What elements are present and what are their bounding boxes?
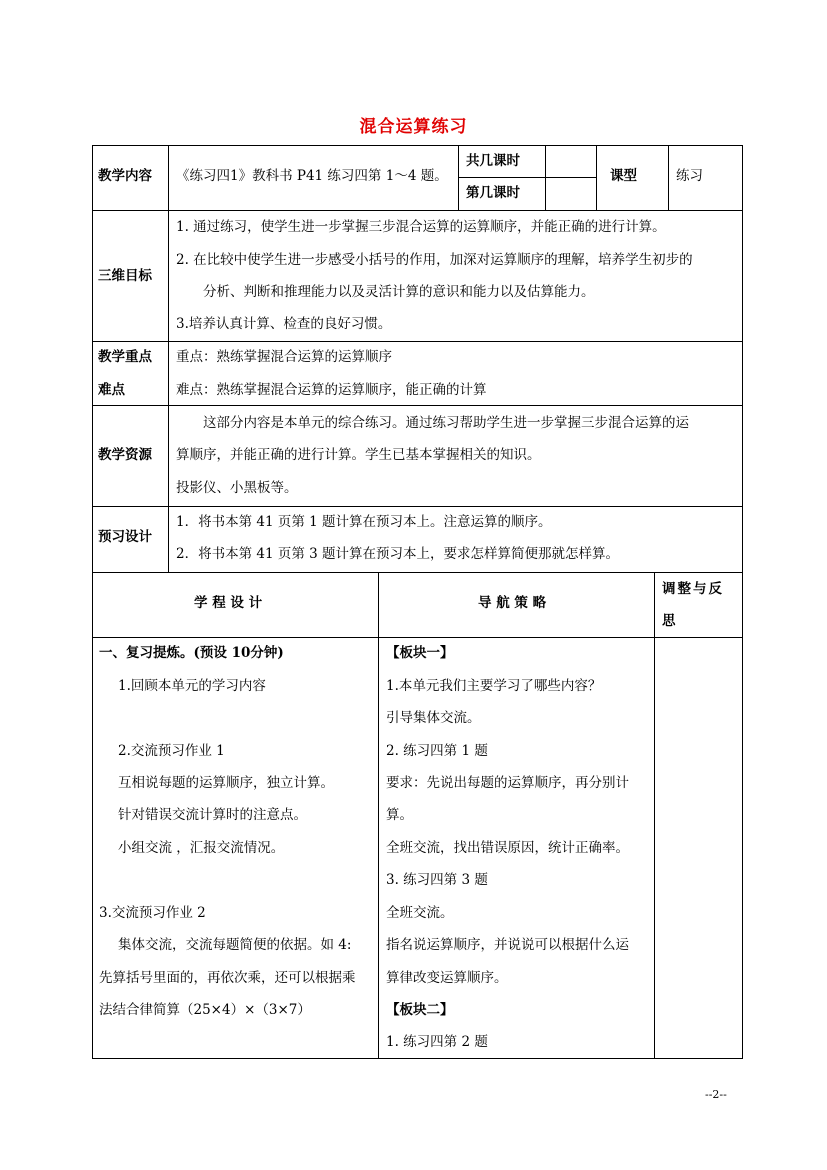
strategy-line: 指名说运算顺序，并说说可以根据什么运: [386, 937, 629, 953]
strategy-line: 3. 练习四第 3 题: [386, 872, 488, 888]
key-point-text: 重点：熟练掌握混合运算的运算顺序: [176, 349, 392, 365]
resources-line: 算顺序，并能正确的进行计算。学生已基本掌握相关的知识。: [176, 447, 541, 463]
goal-item: 3.培养认真计算、检查的良好习惯。: [176, 316, 392, 332]
strategy-block-title: 【板块二】: [386, 1002, 454, 1018]
learning-design-header: 学 程 设 计: [194, 595, 263, 611]
learning-line: 1.回顾本单元的学习内容: [118, 678, 266, 694]
strategy-line: 2. 练习四第 1 题: [386, 743, 488, 759]
difficulty-label: 难点: [98, 382, 125, 398]
resources-line: 这部分内容是本单元的综合练习。通过练习帮助学生进一步掌握三步混合运算的运: [203, 415, 689, 431]
preview-label: 预习设计: [98, 529, 152, 545]
learning-line: 先算括号里面的，再依次乘，还可以根据乘: [99, 970, 356, 986]
goals-label: 三维目标: [98, 268, 152, 284]
key-points-label: 教学重点: [98, 349, 152, 365]
strategy-line: 1. 练习四第 2 题: [386, 1034, 488, 1050]
learning-section-title: 一、复习提炼。(预设 10分钟): [99, 645, 284, 661]
goal-item: 1. 通过练习，使学生进一步掌握三步混合运算的运算顺序，并能正确的进行计算。: [176, 219, 666, 235]
which-hour-label: 第几课时: [466, 185, 520, 201]
strategy-line: 全班交流。: [386, 905, 454, 921]
adjust-header-2: 思: [662, 613, 676, 629]
strategy-line: 1.本单元我们主要学习了哪些内容？: [386, 678, 602, 694]
page-number: --2--: [705, 1088, 727, 1101]
learning-line: 2.交流预习作业 1: [118, 743, 225, 759]
learning-line: 集体交流，交流每题简便的依据。如 4:: [118, 937, 352, 953]
document-title: 混合运算练习: [359, 117, 468, 137]
strategy-block-title: 【板块一】: [386, 645, 454, 661]
difficulty-text: 难点：熟练掌握混合运算的运算顺序，能正确的计算: [176, 382, 487, 398]
preview-line: 1．将书本第 41 页第 1 题计算在预习本上。注意运算的顺序。: [176, 514, 552, 530]
type-value: 练习: [676, 168, 703, 184]
learning-line: 互相说每题的运算顺序，独立计算。: [118, 775, 334, 791]
goal-item: 2. 在比较中使学生进一步感受小括号的作用，加深对运算顺序的理解，培养学生初步的: [176, 252, 693, 268]
learning-line: 针对错误交流计算时的注意点。: [118, 807, 307, 823]
strategy-line: 算律改变运算顺序。: [386, 970, 508, 986]
strategy-header: 导 航 策 略: [478, 595, 547, 611]
goal-item: 分析、判断和推理能力以及灵活计算的意识和能力以及估算能力。: [203, 284, 595, 300]
adjust-header: 调整与反: [662, 581, 724, 597]
content-label: 教学内容: [98, 168, 152, 184]
total-hours-label: 共几课时: [466, 153, 520, 169]
learning-line: 法结合律简算（25×4）×（3×7）: [99, 1002, 311, 1018]
content-value: 《练习四1》教科书 P41 练习四第 1～4 题。: [176, 168, 448, 184]
learning-line: 小组交流 ，汇报交流情况。: [118, 840, 285, 856]
strategy-line: 要求：先说出每题的运算顺序，再分别计: [386, 775, 629, 791]
resources-label: 教学资源: [98, 447, 152, 463]
type-label: 课型: [610, 168, 637, 184]
strategy-line: 算。: [386, 807, 413, 823]
resources-line: 投影仪、小黑板等。: [176, 480, 298, 496]
preview-line: 2．将书本第 41 页第 3 题计算在预习本上，要求怎样算简便那就怎样算。: [176, 546, 620, 562]
strategy-line: 引导集体交流。: [386, 710, 481, 726]
strategy-line: 全班交流，找出错误原因，统计正确率。: [386, 840, 629, 856]
learning-line: 3.交流预习作业 2: [99, 905, 206, 921]
